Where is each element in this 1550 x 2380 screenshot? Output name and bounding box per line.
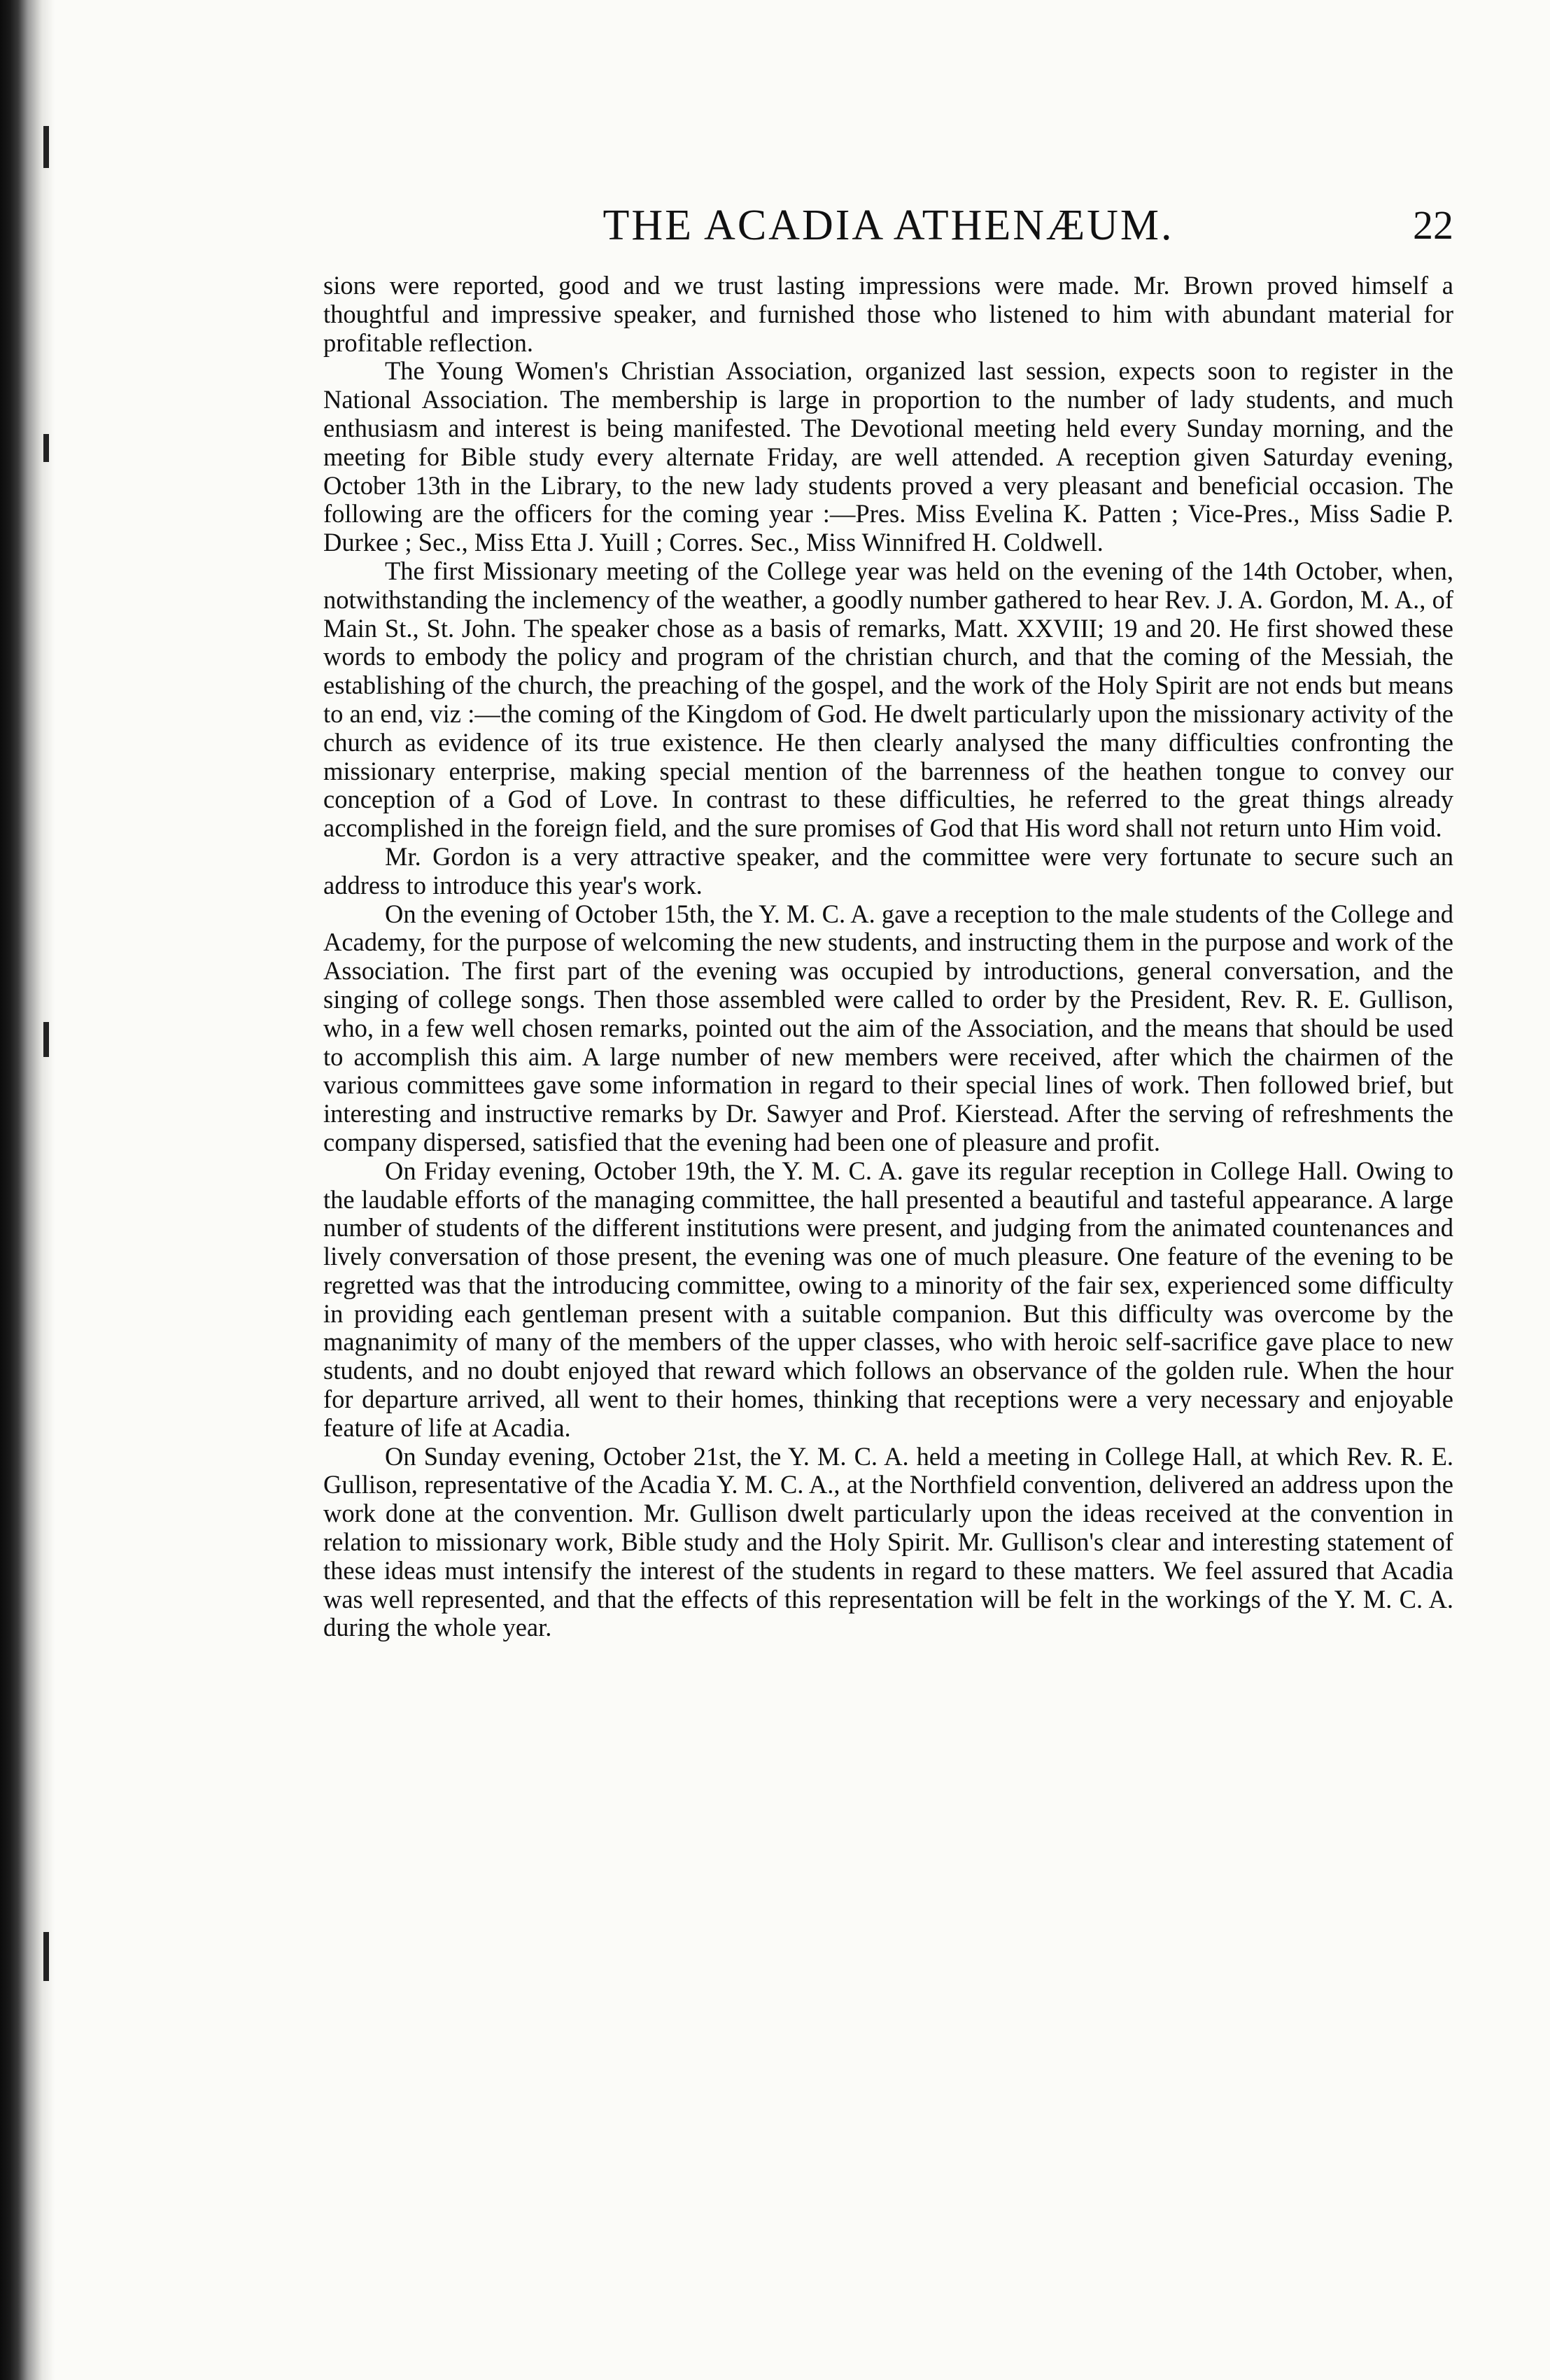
paragraph-continued-sions: sions were reported, good and we trust lasting impressions were made. Mr. Brown proved himself a thoughtful and impressive speaker, and furnished those who listened to him with abundant material for profitable reflection. [323,271,1453,357]
paragraph-missionary-meeting: The first Missionary meeting of the College year was held on the evening of the 14th October, when, notwithstanding the inclemency of the weather, a goodly number gathered to hear Rev. J. A. Gordon, M. A., of Main St., St. John. The speaker chose as a basis of remarks, Matt. XXVIII; 19 and 20. He first showed these words to embody the policy and program of the christian church, and that the coming of the Messiah, the establishing of the church, the preaching of the gospel, and the work of the Holy Spirit are not ends but means to an end, viz :—the coming of the Kingdom of God. He dwelt particularly upon the missionary activity of the church as evidence of its true existence. He then clearly analysed the many difficulties confronting the missionary enterprise, making special mention of the barrenness of the heathen tongue to convey our conception of a God of Love. In contrast to these difficulties, he referred to the great things already accomplished in the foreign field, and the sure promises of God that His word shall not return unto Him void. [323,556,1453,843]
page-binding-edge [0,0,55,2380]
running-title: THE ACADIA ATHENÆUM. [603,202,1174,249]
paragraph-ywca: The Young Women's Christian Association, organized last session, expects soon to register in the National Association. The membership is large in proportion to the number of lady students, and much enthusiasm and interest is being manifested. The Devotional meeting held every Sunday morning, and the meeting for Bible study every alternate Friday, are well attended. A reception given Saturday evening, October 13th in the Library, to the new lady students proved a very pleasant and beneficial occasion. The following are the officers for the coming year :—Pres. Miss Evelina K. Patten ; Vice-Pres., Miss Sadie P. Durkee ; Sec., Miss Etta J. Yuill ; Corres. Sec., Miss Winnifred H. Coldwell. [323,356,1453,557]
binding-mark [43,1022,49,1057]
paragraph-gordon: Mr. Gordon is a very attractive speaker, and the committee were very fortunate to secure such an address to introduce this year's work. [323,841,1453,899]
article-body [323,272,1453,1642]
binding-mark [43,434,49,462]
page-header [323,200,1453,251]
binding-mark [43,1932,49,1981]
paragraph-friday-reception: On Friday evening, October 19th, the Y. M. C. A. gave its regular reception in College Hall. Owing to the laudable efforts of the managing committee, the hall presented a beautiful and tasteful appearance. A large number of students of the different institutions were present, and judging from the animated countenances and lively conversation of those present, the evening was one of much pleasure. One feature of the evening to be regretted was that the introducing committee, owing to a minority of the fair sex, experienced some difficulty in providing each gentleman present with a suitable companion. But this difficulty was overcome by the magnanimity of many of the members of the upper classes, who with heroic self-sacrifice gave place to new students, and no doubt enjoyed that reward which follows an observance of the golden rule. When the hour for departure arrived, all went to their homes, thinking that receptions were a very necessary and enjoyable feature of life at Acadia. [323,1156,1453,1442]
paragraph-sunday-meeting: On Sunday evening, October 21st, the Y. M. C. A. held a meeting in College Hall, at which Rev. R. E. Gullison, representative of the Acadia Y. M. C. A., at the Northfield convention, delivered an address upon the work done at the convention. Mr. Gullison dwelt particularly upon the ideas received at the convention in relation to missionary work, Bible study and the Holy Spirit. Mr. Gullison's clear and interesting statement of these ideas must intensify the interest of the students in regard to these matters. We feel assured that Acadia was well represented, and that the effects of this representation will be felt in the workings of the Y. M. C. A. during the whole year. [323,1441,1453,1642]
page-number: 22 [1413,202,1453,248]
paragraph-ymca-reception: On the evening of October 15th, the Y. M. C. A. gave a reception to the male students of the College and Academy, for the purpose of welcoming the new students, and instructing them in the purpose and work of the Association. The first part of the evening was occupied by introductions, general conversation, and the singing of college songs. Then those assembled were called to order by the President, Rev. R. E. Gullison, who, in a few well chosen remarks, pointed out the aim of the Association, and the means that should be used to accomplish this aim. A large number of new members were received, after which the chairmen of the various committees gave some information in regard to their special lines of work. Then followed brief, but interesting and instructive remarks by Dr. Sawyer and Prof. Kierstead. After the serving of refreshments the company dispersed, satisfied that the evening had been one of pleasure and profit. [323,899,1453,1156]
binding-mark [43,126,49,168]
